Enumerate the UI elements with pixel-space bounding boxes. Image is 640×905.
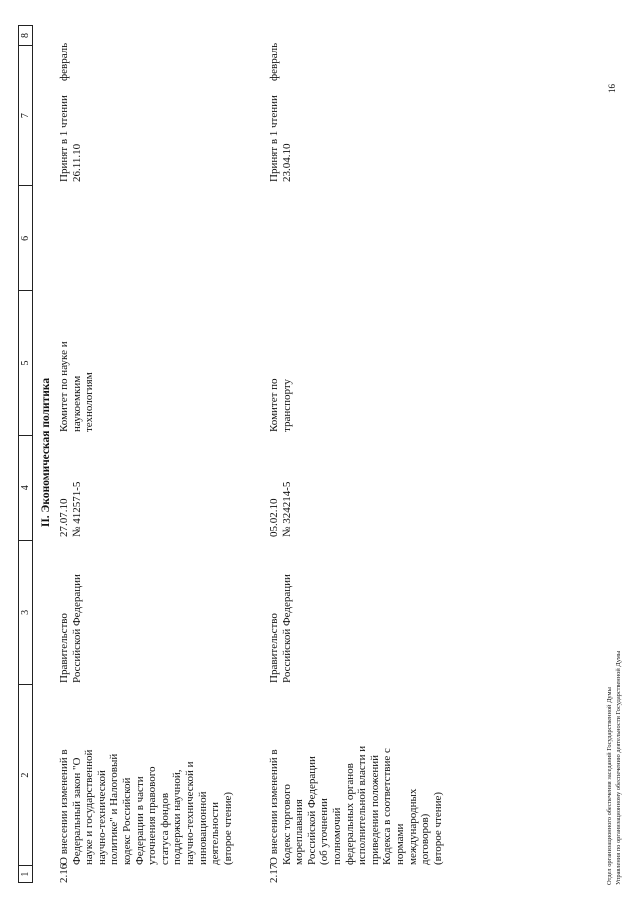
scheduled-month: февраль	[268, 42, 280, 81]
footer-department: Отдел организационного обеспечения заседаний Государственной Думы	[606, 687, 613, 885]
reading-status: Принят в 1 чтении 23.04.10	[268, 95, 293, 182]
row-number: 2.16	[58, 863, 70, 883]
column-header-3: 3	[19, 540, 33, 684]
column-header-2: 2	[19, 685, 33, 866]
column-header-7: 7	[19, 45, 33, 186]
column-header-8: 8	[19, 26, 33, 46]
bill-title: О внесении изменений в Кодекс торгового мореплавания Российской Федерации (об уточнении полномочий федеральных органов исполнительной власти и приведении положений Кодекса в соответствие с нормами международных договоров) (второе чтение)	[268, 745, 444, 865]
column-header-row	[18, 25, 33, 883]
column-header-6: 6	[19, 186, 33, 291]
responsible-committee: Комитет по науке и наукоемким технологиям	[58, 341, 96, 432]
reading-status: Принят в 1 чтении 26.11.10	[58, 95, 83, 182]
column-header-5: 5	[19, 291, 33, 435]
initiator: Правительство Российской Федерации	[268, 574, 293, 683]
scheduled-month: февраль	[58, 42, 70, 81]
registration-date-number: 27.07.10 № 412571-5	[58, 481, 83, 537]
responsible-committee: Комитет по транспорту	[268, 378, 293, 432]
section-title: II. Экономическая политика	[40, 377, 52, 528]
bill-title: О внесении изменений в Федеральный закон "О науке и государственной научно-технической политике" и Налоговый кодекс Российской Федерации в части уточнения правового статуса фондов поддержки научной, научно-технической и инновационной деятельности (второе чтение)	[58, 749, 234, 865]
row-number: 2.17	[268, 863, 280, 883]
initiator: Правительство Российской Федерации	[58, 574, 83, 683]
registration-date-number: 05.02.10 № 324214-5	[268, 481, 293, 537]
page-number: 16	[607, 84, 617, 93]
column-header-1: 1	[19, 866, 33, 883]
column-header-4: 4	[19, 435, 33, 540]
footer-directorate: Управления по организационному обеспечению деятельности Государственной Думы	[615, 650, 622, 885]
